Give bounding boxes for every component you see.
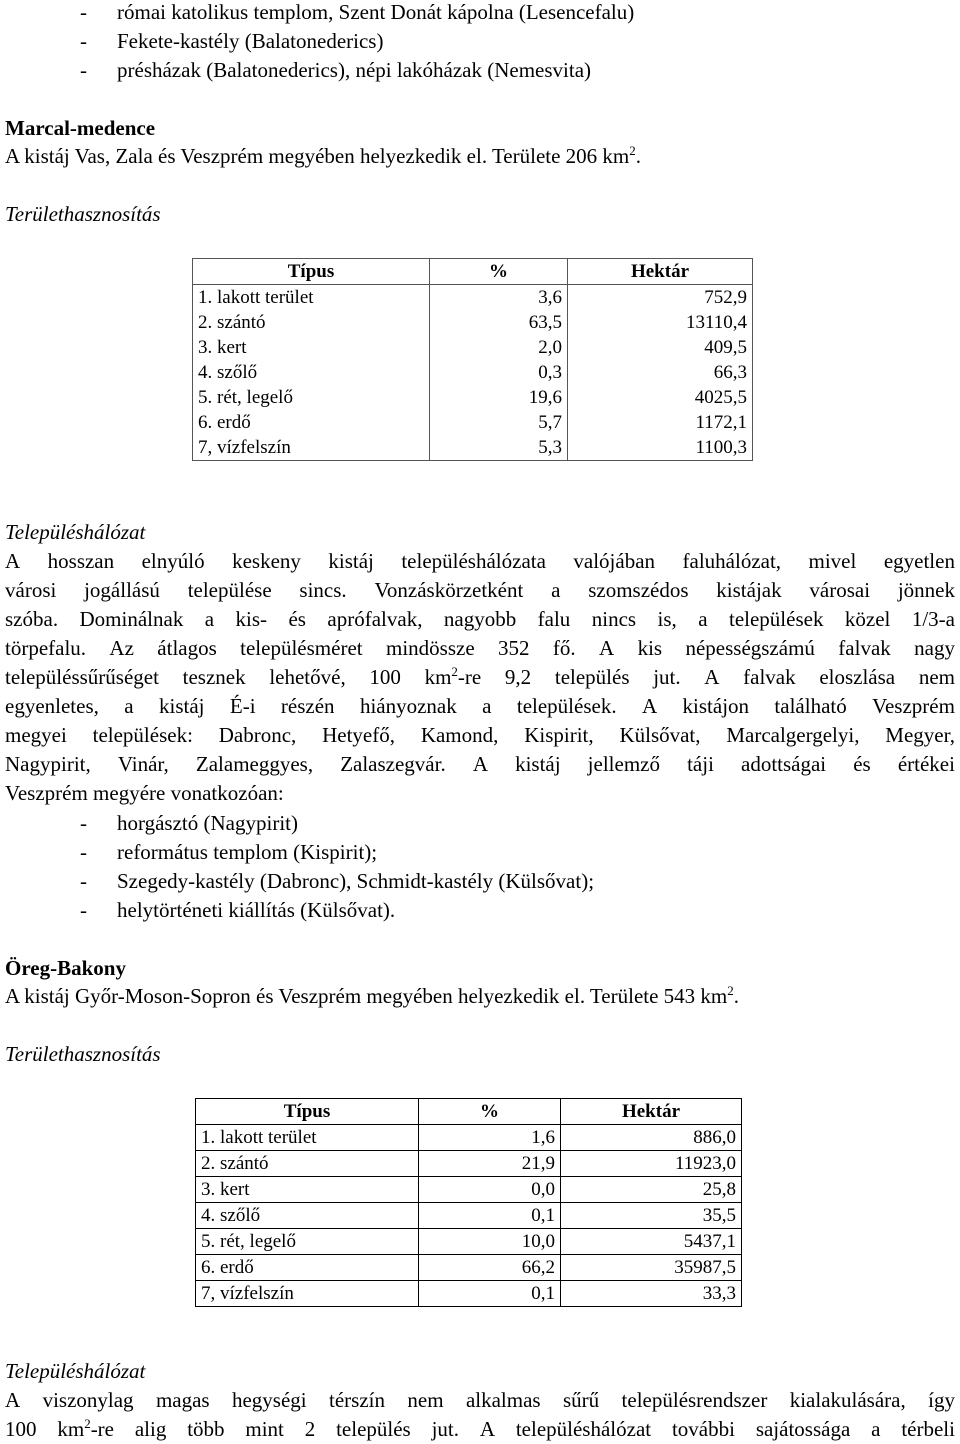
word: viszonylag <box>42 1388 134 1412</box>
paragraph-line <box>5 549 955 573</box>
word: magas <box>155 1388 210 1412</box>
table-cell: 1. lakott terület <box>193 285 430 311</box>
paragraph-line <box>5 694 955 718</box>
word: É-i <box>229 694 256 718</box>
word: településrendszer <box>621 1388 768 1412</box>
section1-intro-sup: 2 <box>629 143 636 158</box>
table-cell: 4. szőlő <box>196 1203 419 1229</box>
word: kistáj <box>515 752 561 776</box>
word: városi <box>5 578 57 602</box>
table-cell: 10,0 <box>419 1229 561 1255</box>
table-cell: 5. rét, legelő <box>196 1229 419 1255</box>
word: jellemző <box>587 752 660 776</box>
table-cell: 2. szántó <box>196 1151 419 1177</box>
bullet-dash: - <box>80 29 87 53</box>
column-header: Típus <box>196 1099 419 1125</box>
word: hiányoznak <box>359 694 457 718</box>
word: a <box>482 694 492 718</box>
table-cell: 66,3 <box>568 360 753 385</box>
word: jut. <box>431 1417 459 1441</box>
word: táji <box>687 752 714 776</box>
word: térbeli <box>901 1417 955 1441</box>
table-cell: 21,9 <box>419 1151 561 1177</box>
word: $km^2-re$ <box>57 1416 114 1441</box>
word: kistáj <box>158 694 205 718</box>
paragraph-line <box>5 1417 955 1441</box>
table-cell: 0,0 <box>419 1177 561 1203</box>
paragraph-line <box>5 578 955 602</box>
table-cell: 11923,0 <box>561 1151 742 1177</box>
word: mint <box>245 1417 284 1441</box>
word: kistájak <box>716 578 782 602</box>
word: törpefalu. <box>5 636 87 660</box>
word: Az <box>109 636 134 660</box>
word: falvak <box>838 636 891 660</box>
bullet-dash: - <box>80 58 87 82</box>
word: A <box>479 1417 495 1441</box>
word: Vinár, <box>117 752 169 776</box>
table-cell: 6. erdő <box>193 410 430 435</box>
bullet-dash: - <box>80 0 87 24</box>
word: jut. <box>653 665 681 689</box>
word: település <box>554 665 630 689</box>
word: jogállású <box>84 578 160 602</box>
word: Kamond, <box>420 723 499 747</box>
section1-intro-text: A kistáj Vas, Zala és Veszprém megyében helyezkedik el. Területe 206 km <box>5 144 630 168</box>
bullet-text: Fekete-kastély (Balatonederics) <box>117 29 384 53</box>
table-cell: 0,1 <box>419 1203 561 1229</box>
bullet-text: református templom (Kispirit); <box>117 840 378 864</box>
word: Hetyefő, <box>322 723 395 747</box>
settlement-network-heading-2: Településhálózat <box>5 1359 146 1383</box>
paragraph-line <box>5 752 955 776</box>
land-use-heading-2: Területhasznosítás <box>5 1042 161 1066</box>
word: települések. <box>516 694 617 718</box>
word: valójában <box>573 549 656 573</box>
table-cell: 4. szőlő <box>193 360 430 385</box>
table-cell: 19,6 <box>430 385 568 410</box>
word: így <box>928 1388 955 1412</box>
word: nagy <box>914 636 955 660</box>
word: Zalameggyes, <box>195 752 314 776</box>
word: további <box>671 1417 735 1441</box>
word: falvak <box>743 665 796 689</box>
table-cell: 409,5 <box>568 335 753 360</box>
word: Megyer, <box>885 723 955 747</box>
word: 100 <box>5 1417 37 1441</box>
table-row <box>193 335 753 360</box>
table-cell: 3,6 <box>430 285 568 311</box>
word: Nagypirit, <box>5 752 91 776</box>
word: és <box>288 607 306 631</box>
section2-intro-sup: 2 <box>727 983 734 998</box>
table-cell: 5437,1 <box>561 1229 742 1255</box>
word: sajátossága <box>755 1417 851 1441</box>
bullet-dash: - <box>80 840 87 864</box>
word: kistájon <box>682 694 750 718</box>
word: alig <box>134 1417 167 1441</box>
word: Zalaszegvár. <box>340 752 446 776</box>
word: nem <box>918 665 955 689</box>
word: részén <box>280 694 335 718</box>
column-header: % <box>419 1099 561 1125</box>
table-row <box>193 360 753 385</box>
table-row <box>196 1151 742 1177</box>
word: Marcalgergelyi, <box>726 723 860 747</box>
paragraph-line <box>5 1388 955 1412</box>
word: a <box>124 694 134 718</box>
section1-intro-tail: . <box>635 144 642 168</box>
word: eloszlása <box>819 665 896 689</box>
word: települések <box>728 607 824 631</box>
table-row <box>196 1281 742 1307</box>
section-title-marcal-medence: Marcal-medence <box>5 116 156 140</box>
word: településhálózata <box>401 549 546 573</box>
table-cell: 1172,1 <box>568 410 753 435</box>
word: A <box>5 549 21 573</box>
word: is, <box>657 607 677 631</box>
bullet-text: római katolikus templom, Szent Donát kápolna (Lesencefalu) <box>117 0 635 24</box>
settlement-network-heading-1: Településhálózat <box>5 520 146 544</box>
word: Kispirit, <box>524 723 594 747</box>
table-cell: 35,5 <box>561 1203 742 1229</box>
word: lehetővé, <box>269 665 346 689</box>
table-header-row <box>193 259 753 285</box>
word: alkalmas <box>465 1388 541 1412</box>
word: található <box>774 694 847 718</box>
word: $km^2-re$ <box>424 664 482 689</box>
word: hosszan <box>47 549 115 573</box>
word: 1/3-a <box>911 607 955 631</box>
paragraph-line <box>5 607 955 631</box>
table-row <box>193 385 753 410</box>
word: átlagos <box>157 636 217 660</box>
word: és <box>853 752 871 776</box>
word: sűrű <box>562 1388 600 1412</box>
word: A <box>5 1388 21 1412</box>
table-cell: 35987,5 <box>561 1255 742 1281</box>
section-title-oreg-bakony: Öreg-Bakony <box>5 956 126 980</box>
word: a <box>871 1417 881 1441</box>
table-row <box>193 410 753 435</box>
word: keskeny <box>232 549 301 573</box>
word: nem <box>407 1388 444 1412</box>
word: településhálózat <box>515 1417 652 1441</box>
bullet-dash: - <box>80 898 87 922</box>
word: nagyobb <box>443 607 517 631</box>
table-cell: 2. szántó <box>193 310 430 335</box>
bullet-dash: - <box>80 869 87 893</box>
word: falu <box>537 607 571 631</box>
word: A <box>472 752 488 776</box>
paragraph-line <box>5 665 955 689</box>
word: több <box>187 1417 225 1441</box>
table-cell: 2,0 <box>430 335 568 360</box>
bullet-text: Szegedy-kastély (Dabronc), Schmidt-kastély (Külsővat); <box>117 869 595 893</box>
word: egyetlen <box>883 549 955 573</box>
table-row <box>193 285 753 311</box>
section2-intro <box>5 984 739 1008</box>
word: népességszámú <box>685 636 815 660</box>
table-cell: 0,3 <box>430 360 568 385</box>
word: mindössze <box>385 636 475 660</box>
table-cell: 3. kert <box>196 1177 419 1203</box>
table-cell: 33,3 <box>561 1281 742 1307</box>
word: A <box>599 636 615 660</box>
table-cell: 5. rét, legelő <box>193 385 430 410</box>
word: 352 <box>498 636 530 660</box>
table-cell: 1100,3 <box>568 435 753 461</box>
word: településsűrűséget <box>5 665 159 689</box>
word: mivel <box>808 549 857 573</box>
word: tesznek <box>182 665 246 689</box>
section2-intro-text: A kistáj Győr-Moson-Sopron és Veszprém megyében helyezkedik el. Területe 543 km <box>5 984 728 1008</box>
bullet-text: présházak (Balatonederics), népi lakóházak (Nemesvita) <box>117 58 592 82</box>
section2-intro-tail: . <box>733 984 740 1008</box>
table-cell: 3. kert <box>193 335 430 360</box>
column-header: Hektár <box>568 259 753 285</box>
word: kialakulására, <box>789 1388 906 1412</box>
land-use-table-2 <box>195 1098 742 1307</box>
word: szomszédos <box>588 578 689 602</box>
paragraph-line <box>5 723 955 747</box>
word: térszín <box>329 1388 386 1412</box>
word: adottságai <box>741 752 827 776</box>
word: a <box>204 607 215 631</box>
table-row <box>193 310 753 335</box>
table-cell: 63,5 <box>430 310 568 335</box>
table-cell: 5,7 <box>430 410 568 435</box>
word: hegységi <box>231 1388 307 1412</box>
word: elnyúló <box>141 549 205 573</box>
table-row <box>196 1255 742 1281</box>
column-header: % <box>430 259 568 285</box>
table-cell: 0,1 <box>419 1281 561 1307</box>
table-row <box>193 435 753 461</box>
word: a <box>551 578 561 602</box>
word: szóba. <box>5 607 59 631</box>
column-header: Típus <box>193 259 430 285</box>
table-cell: 886,0 <box>561 1125 742 1151</box>
bullet-text: helytörténeti kiállítás (Külsővat). <box>117 898 396 922</box>
table-cell: 4025,5 <box>568 385 753 410</box>
table-row <box>196 1177 742 1203</box>
word: egyenletes, <box>5 694 99 718</box>
table-cell: 5,3 <box>430 435 568 461</box>
word: Dabronc, <box>218 723 297 747</box>
word: jönnek <box>897 578 955 602</box>
word: A <box>641 694 658 718</box>
word: 9,2 <box>504 665 532 689</box>
word: a <box>698 607 708 631</box>
word: faluhálózat, <box>682 549 782 573</box>
word: közel <box>844 607 891 631</box>
section1-intro <box>5 144 641 168</box>
word: kis <box>637 636 663 660</box>
word: 2 <box>304 1417 316 1441</box>
paragraph-line-last: Veszprém megyére vonatkozóan: <box>5 781 284 805</box>
bullet-text: horgásztó (Nagypirit) <box>117 811 298 835</box>
word: Vonzáskörzetként <box>374 578 524 602</box>
word: településméret <box>240 636 363 660</box>
land-use-table-1 <box>192 258 753 461</box>
word: Veszprém <box>872 694 955 718</box>
land-use-heading-1: Területhasznosítás <box>5 202 161 226</box>
table-row <box>196 1125 742 1151</box>
table-cell: 752,9 <box>568 285 753 311</box>
word: kis- <box>235 607 268 631</box>
table-row <box>196 1229 742 1255</box>
word: értékei <box>897 752 955 776</box>
word: városai <box>809 578 871 602</box>
word: aprófalvak, <box>327 607 423 631</box>
table-cell: 13110,4 <box>568 310 753 335</box>
word: fő. <box>552 636 576 660</box>
word: település <box>336 1417 411 1441</box>
table-row <box>196 1203 742 1229</box>
word: települések: <box>92 723 193 747</box>
table-header-row <box>196 1099 742 1125</box>
paragraph-line <box>5 636 955 660</box>
table-cell: 66,2 <box>419 1255 561 1281</box>
table-cell: 25,8 <box>561 1177 742 1203</box>
table-cell: 1. lakott terület <box>196 1125 419 1151</box>
word: Dominálnak <box>79 607 184 631</box>
table-cell: 6. erdő <box>196 1255 419 1281</box>
word: települése <box>187 578 272 602</box>
table-cell: 7, vízfelszín <box>196 1281 419 1307</box>
word: A <box>704 665 720 689</box>
column-header: Hektár <box>561 1099 742 1125</box>
word: Külsővat, <box>619 723 701 747</box>
word: 100 <box>369 665 401 689</box>
word: nincs <box>591 607 637 631</box>
table-cell: 7, vízfelszín <box>193 435 430 461</box>
word: kistáj <box>328 549 374 573</box>
bullet-dash: - <box>80 811 87 835</box>
word: megyei <box>5 723 67 747</box>
table-cell: 1,6 <box>419 1125 561 1151</box>
word: sincs. <box>299 578 347 602</box>
